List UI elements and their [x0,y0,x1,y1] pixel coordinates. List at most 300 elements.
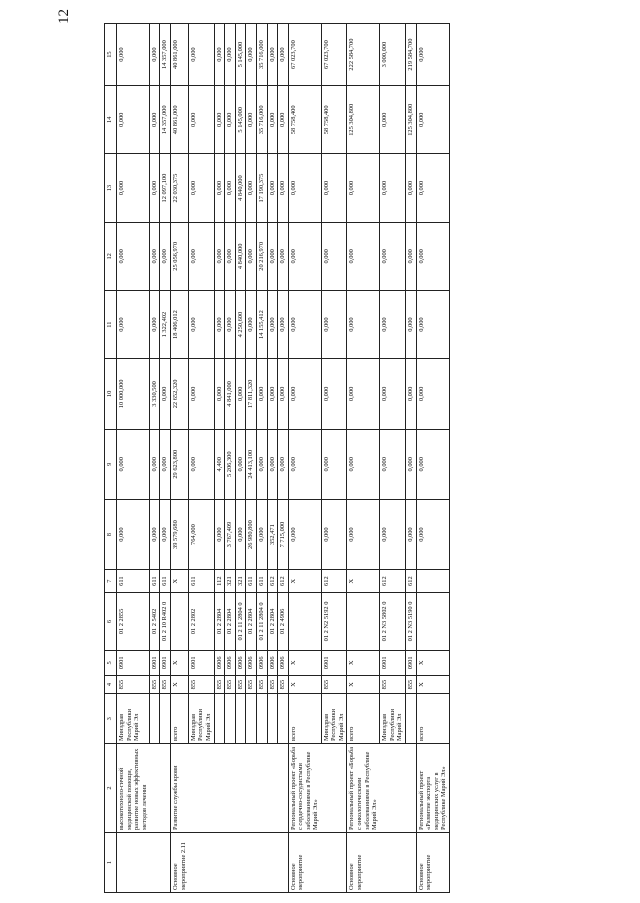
rzpr-cell: 0906 [235,650,246,675]
year-2017-cell: 0,000 [406,222,417,290]
year-2014-cell: 0,000 [149,429,160,499]
header-cell: 14 [105,86,117,154]
year-2013-cell: 0,000 [235,499,246,569]
year-2013-cell: 7 715,000 [278,499,289,569]
year-2015-cell: 0,000 [267,359,278,429]
vr-cell: 611 [160,570,171,593]
year-2013-cell: 3 767,409 [225,499,236,569]
year-2016-cell: 0,000 [278,290,289,358]
csr-cell: 01 2 2804 [246,593,257,651]
rzpr-cell: X [416,650,449,675]
year-2014-cell: 0,000 [321,429,347,499]
header-cell: 15 [105,24,117,86]
rotated-page [104,23,604,893]
event-cell [267,833,278,893]
table-row [117,24,150,893]
table-row [149,24,160,893]
event-cell [406,833,417,893]
name-cell [278,744,289,833]
vr-cell: 611 [149,570,160,593]
year-2020-cell: 14 357,000 [160,24,171,86]
year-2013-cell: 0,000 [321,499,347,569]
year-2014-cell: 29 623,800 [171,429,189,499]
header-row [105,24,117,893]
year-2018-cell: 0,000 [288,154,321,222]
vr-cell: 321 [235,570,246,593]
executor-cell [256,694,267,744]
year-2020-cell: 0,000 [278,24,289,86]
year-2019-cell: 35 716,000 [256,86,267,154]
year-2018-cell: 0,000 [347,154,380,222]
event-cell: Основное мероприятие [416,833,449,893]
year-2018-cell: 0,000 [278,154,289,222]
csr-cell: 01 2 5402 [149,593,160,651]
vr-cell: 321 [225,570,236,593]
year-2015-cell: 0,000 [160,359,171,429]
rzpr-cell: 0901 [321,650,347,675]
year-2013-cell: 0,000 [149,499,160,569]
year-2017-cell: 0,000 [225,222,236,290]
year-2018-cell: 0,000 [214,154,225,222]
executor-cell [160,694,171,744]
year-2019-cell: 5 145,000 [235,86,246,154]
year-2017-cell: 0,000 [347,222,380,290]
year-2014-cell: 0,000 [406,429,417,499]
csr-cell: 01 2 2804 [214,593,225,651]
vr-cell: X [347,570,380,593]
event-cell [214,833,225,893]
table-row [188,24,214,893]
year-2019-cell: 0,000 [214,86,225,154]
rzpr-cell: 0906 [256,650,267,675]
executor-cell [149,694,160,744]
rzpr-cell: X [347,650,380,675]
grbs-cell: 855 [149,675,160,694]
csr-cell [347,593,380,651]
year-2019-cell: 125 304,800 [406,86,417,154]
year-2020-cell: 3 000,000 [380,24,406,86]
year-2017-cell: 0,000 [117,222,150,290]
event-cell [149,833,160,893]
year-2015-cell: 0,000 [214,359,225,429]
year-2019-cell: 0,000 [246,86,257,154]
event-cell [256,833,267,893]
name-cell [188,744,214,833]
csr-cell: 01 2 2804 [267,593,278,651]
csr-cell: 01 2 2855 [117,593,150,651]
year-2013-cell: 0,000 [406,499,417,569]
table-row [214,24,225,893]
year-2015-cell: 0,000 [256,359,267,429]
year-2013-cell: 39 579,680 [171,499,189,569]
executor-cell [214,694,225,744]
year-2013-cell: 0,000 [347,499,380,569]
rzpr-cell: 0906 [267,650,278,675]
year-2020-cell: 40 861,000 [171,24,189,86]
name-cell [160,744,171,833]
table-row [406,24,417,893]
table-row [267,24,278,893]
year-2015-cell: 0,000 [278,359,289,429]
event-cell [278,833,289,893]
year-2018-cell: 0,000 [406,154,417,222]
year-2017-cell: 0,000 [149,222,160,290]
table-row [278,24,289,893]
executor-cell: всего [347,694,380,744]
csr-cell [416,593,449,651]
year-2019-cell: 58 758,400 [288,86,321,154]
year-2013-cell: 26 980,800 [246,499,257,569]
vr-cell: 611 [188,570,214,593]
year-2020-cell: 222 584,700 [347,24,380,86]
executor-cell [235,694,246,744]
year-2016-cell: 0,000 [225,290,236,358]
year-2018-cell: 0,000 [416,154,449,222]
rzpr-cell: 0906 [225,650,236,675]
year-2013-cell: 0,000 [416,499,449,569]
year-2020-cell: 0,000 [267,24,278,86]
year-2013-cell: 0,000 [380,499,406,569]
name-cell [406,744,417,833]
year-2016-cell: 0,000 [214,290,225,358]
csr-cell: 01 2 11 2804 0 [256,593,267,651]
header-cell: 1 [105,833,117,893]
name-cell [149,744,160,833]
year-2014-cell: 0,000 [267,429,278,499]
name-cell: Региональный проект «Развитие экспорта медицинских услуг в Республике Марий Эл» [416,744,449,833]
event-cell [246,833,257,893]
year-2015-cell: 0,000 [321,359,347,429]
year-2020-cell: 5 145,000 [235,24,246,86]
year-2014-cell: 4,400 [214,429,225,499]
year-2020-cell: 219 584,700 [406,24,417,86]
executor-cell [246,694,257,744]
executor-cell [225,694,236,744]
name-cell: высокотехноло-гичной медицинской помощи, развитие новых эффективных методов лечения [117,744,150,833]
year-2017-cell: 0,000 [380,222,406,290]
grbs-cell: 855 [246,675,257,694]
name-cell [256,744,267,833]
name-cell [380,744,406,833]
table-row [160,24,171,893]
year-2016-cell: 0,000 [321,290,347,358]
grbs-cell: 855 [235,675,246,694]
grbs-cell: 855 [380,675,406,694]
year-2015-cell: 0,000 [380,359,406,429]
table-row [235,24,246,893]
table-row [171,24,189,893]
table-row [256,24,267,893]
year-2019-cell: 125 304,800 [347,86,380,154]
year-2013-cell: 0,000 [160,499,171,569]
csr-cell: 01 2 N3 5802 0 [380,593,406,651]
grbs-cell: 855 [321,675,347,694]
csr-cell: 01 2 N3 5190 0 [406,593,417,651]
year-2017-cell: 0,000 [267,222,278,290]
year-2020-cell: 0,000 [225,24,236,86]
year-2015-cell: 22 652,320 [171,359,189,429]
year-2013-cell: 764,000 [188,499,214,569]
header-cell: 9 [105,429,117,499]
year-2018-cell: 0,000 [117,154,150,222]
executor-cell: всего [171,694,189,744]
rzpr-cell: 0901 [117,650,150,675]
year-2017-cell: 25 056,970 [171,222,189,290]
event-cell [160,833,171,893]
year-2015-cell: 0,000 [347,359,380,429]
vr-cell: 612 [380,570,406,593]
year-2020-cell: 0,000 [214,24,225,86]
year-2015-cell: 0,000 [288,359,321,429]
year-2017-cell: 0,000 [214,222,225,290]
rzpr-cell: 0901 [380,650,406,675]
year-2014-cell: 0,000 [256,429,267,499]
grbs-cell: 855 [214,675,225,694]
year-2018-cell: 0,000 [246,154,257,222]
header-cell: 6 [105,593,117,651]
name-cell [321,744,347,833]
executor-cell [278,694,289,744]
vr-cell: 612 [406,570,417,593]
header-cell: 7 [105,570,117,593]
year-2019-cell: 58 758,400 [321,86,347,154]
year-2018-cell: 4 840,000 [235,154,246,222]
year-2016-cell: 0,000 [406,290,417,358]
header-cell: 12 [105,222,117,290]
table-row [246,24,257,893]
event-cell [321,833,347,893]
table-row [321,24,347,893]
grbs-cell: 855 [160,675,171,694]
name-cell [246,744,257,833]
vr-cell: 612 [267,570,278,593]
event-cell [225,833,236,893]
csr-cell: 01 2 2804 [225,593,236,651]
grbs-cell: X [171,675,189,694]
year-2014-cell: 24 413,100 [246,429,257,499]
executor-cell: всего [288,694,321,744]
event-cell [235,833,246,893]
year-2016-cell: 0,000 [347,290,380,358]
year-2017-cell: 0,000 [288,222,321,290]
year-2014-cell: 0,000 [117,429,150,499]
year-2019-cell: 14 357,000 [160,86,171,154]
year-2020-cell: 0,000 [149,24,160,86]
table-row [347,24,380,893]
year-2019-cell: 0,000 [149,86,160,154]
year-2020-cell: 0,000 [416,24,449,86]
rzpr-cell: 0901 [149,650,160,675]
executor-cell [406,694,417,744]
year-2013-cell: 352,471 [267,499,278,569]
name-cell: Развитие службы крови [171,744,189,833]
year-2019-cell: 0,000 [117,86,150,154]
executor-cell: Минздрав Республики Марий Эл [380,694,406,744]
table-row [288,24,321,893]
page-number: 12 [56,9,72,24]
name-cell [235,744,246,833]
year-2020-cell: 67 023,700 [321,24,347,86]
vr-cell: 611 [117,570,150,593]
header-cell: 11 [105,290,117,358]
grbs-cell: 855 [188,675,214,694]
year-2018-cell: 0,000 [188,154,214,222]
year-2014-cell: 0,000 [380,429,406,499]
table-row [225,24,236,893]
grbs-cell: 855 [278,675,289,694]
year-2017-cell: 0,000 [188,222,214,290]
executor-cell: всего [416,694,449,744]
year-2014-cell: 0,000 [278,429,289,499]
budget-table [104,23,450,893]
table-body [117,24,450,893]
year-2017-cell: 0,000 [160,222,171,290]
header-cell: 10 [105,359,117,429]
year-2016-cell: 1 322,402 [160,290,171,358]
grbs-cell: 855 [117,675,150,694]
year-2020-cell: 67 023,700 [288,24,321,86]
year-2019-cell: 0,000 [188,86,214,154]
csr-cell: 01 2 2802 [188,593,214,651]
year-2020-cell: 0,000 [117,24,150,86]
vr-cell: X [288,570,321,593]
vr-cell: 612 [278,570,289,593]
csr-cell [288,593,321,651]
year-2018-cell: 12 097,100 [160,154,171,222]
year-2018-cell: 22 030,375 [171,154,189,222]
csr-cell: 01 2 N2 5192 0 [321,593,347,651]
table-row [380,24,406,893]
year-2018-cell: 0,000 [149,154,160,222]
grbs-cell: 855 [267,675,278,694]
name-cell [267,744,278,833]
grbs-cell: X [416,675,449,694]
rzpr-cell: X [288,650,321,675]
year-2016-cell: 0,000 [416,290,449,358]
header-cell: 3 [105,694,117,744]
grbs-cell: X [347,675,380,694]
header-cell: 8 [105,499,117,569]
year-2017-cell: 0,000 [278,222,289,290]
year-2016-cell: 0,000 [288,290,321,358]
year-2019-cell: 0,000 [267,86,278,154]
header-cell: 4 [105,675,117,694]
header-cell: 2 [105,744,117,833]
year-2018-cell: 0,000 [321,154,347,222]
vr-cell: X [171,570,189,593]
year-2019-cell: 0,000 [380,86,406,154]
year-2018-cell: 0,000 [267,154,278,222]
year-2013-cell: 0,000 [288,499,321,569]
header-cell: 13 [105,154,117,222]
year-2016-cell: 14 155,412 [256,290,267,358]
grbs-cell: 855 [406,675,417,694]
csr-cell: 01 2 10 R402 0 [160,593,171,651]
grbs-cell: 855 [225,675,236,694]
event-cell [188,833,214,893]
vr-cell [416,570,449,593]
rzpr-cell: X [171,650,189,675]
year-2020-cell: 0,000 [246,24,257,86]
year-2013-cell: 0,000 [214,499,225,569]
year-2019-cell: 0,000 [416,86,449,154]
year-2013-cell: 0,000 [117,499,150,569]
executor-cell: Минздрав Республики Марий Эл [188,694,214,744]
rzpr-cell: 0906 [214,650,225,675]
year-2017-cell: 0,000 [246,222,257,290]
year-2015-cell: 0,000 [235,359,246,429]
year-2016-cell: 4 250,600 [235,290,246,358]
year-2014-cell: 0,000 [416,429,449,499]
year-2015-cell: 3 330,500 [149,359,160,429]
event-cell: Основное мероприятие 2.11 [171,833,189,893]
table-row [416,24,449,893]
event-cell [117,833,150,893]
year-2018-cell: 0,000 [380,154,406,222]
year-2014-cell: 0,000 [347,429,380,499]
year-2015-cell: 17 811,320 [246,359,257,429]
year-2015-cell: 10 000,000 [117,359,150,429]
rzpr-cell: 0901 [160,650,171,675]
year-2017-cell: 0,000 [321,222,347,290]
year-2015-cell: 0,000 [416,359,449,429]
executor-cell: Минздрав Республики Марий Эл [117,694,150,744]
year-2017-cell: 0,000 [416,222,449,290]
year-2016-cell: 0,000 [246,290,257,358]
year-2016-cell: 0,000 [117,290,150,358]
name-cell: Региональный проект «Борьба с сердечно-сосудистыми заболеваниями в Республике Марий Эл» [288,744,321,833]
executor-cell [267,694,278,744]
grbs-cell: 855 [256,675,267,694]
year-2016-cell: 18 406,012 [171,290,189,358]
rzpr-cell: 0906 [278,650,289,675]
year-2013-cell: 0,000 [256,499,267,569]
year-2017-cell: 4 840,000 [235,222,246,290]
rzpr-cell: 0901 [188,650,214,675]
event-cell: Основное мероприятие [347,833,380,893]
year-2014-cell: 0,000 [188,429,214,499]
year-2015-cell: 4 841,000 [225,359,236,429]
year-2020-cell: 0,000 [188,24,214,86]
year-2014-cell: 5 206,300 [225,429,236,499]
year-2016-cell: 0,000 [149,290,160,358]
year-2019-cell: 40 861,000 [171,86,189,154]
name-cell [225,744,236,833]
year-2015-cell: 0,000 [188,359,214,429]
year-2016-cell: 0,000 [380,290,406,358]
year-2016-cell: 0,000 [267,290,278,358]
vr-cell: 612 [321,570,347,593]
csr-cell [171,593,189,651]
year-2019-cell: 0,000 [225,86,236,154]
name-cell: Региональный проект «Борьба с онкологическими заболеваниями в Республике Марий Эл» [347,744,380,833]
rzpr-cell: 0901 [406,650,417,675]
year-2018-cell: 0,000 [225,154,236,222]
csr-cell: 01 2 4906 [278,593,289,651]
year-2020-cell: 35 716,000 [256,24,267,86]
year-2014-cell: 0,000 [235,429,246,499]
event-cell: Основное мероприятие [288,833,321,893]
year-2015-cell: 0,000 [406,359,417,429]
csr-cell: 01 2 11 2804 0 [235,593,246,651]
grbs-cell: X [288,675,321,694]
vr-cell: 611 [256,570,267,593]
vr-cell: 112 [214,570,225,593]
year-2014-cell: 0,000 [160,429,171,499]
rzpr-cell: 0906 [246,650,257,675]
header-cell: 5 [105,650,117,675]
year-2017-cell: 20 216,970 [256,222,267,290]
